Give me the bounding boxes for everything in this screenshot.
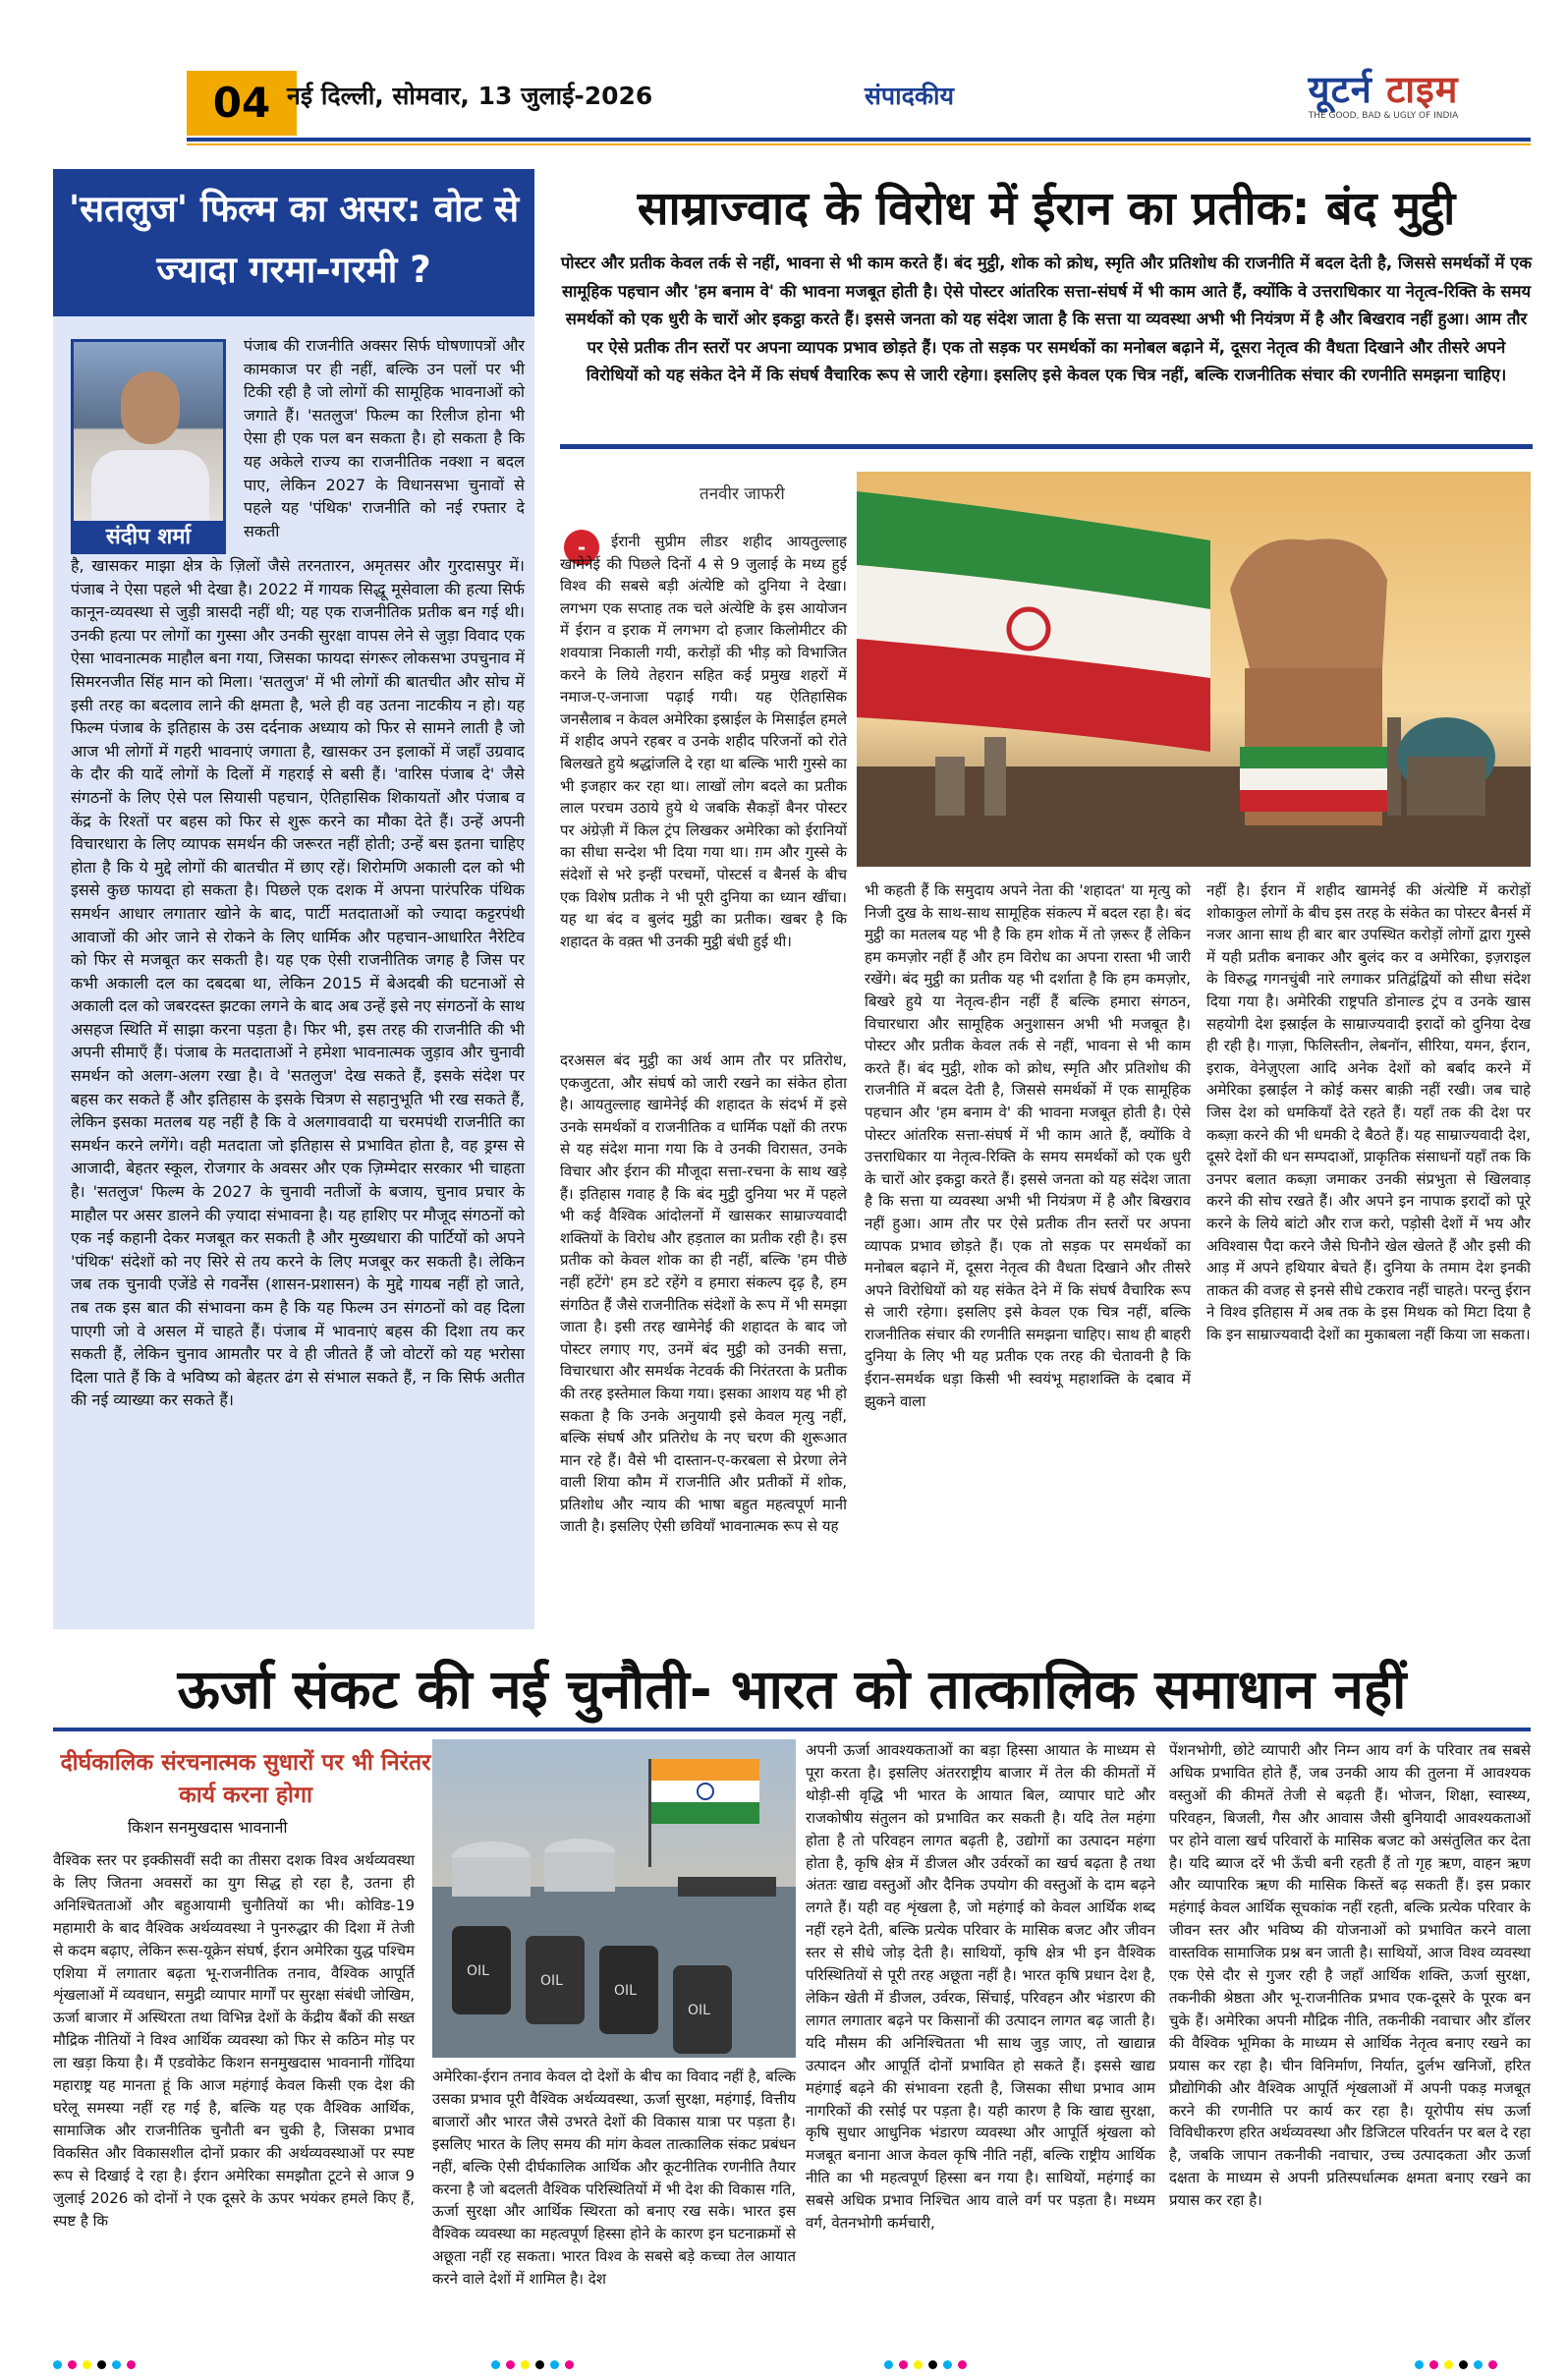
registration-dots-left xyxy=(53,2360,136,2370)
dateline: नई दिल्ली, सोमवार, 13 जुलाई-2026 xyxy=(287,82,653,110)
lead-rule xyxy=(560,444,1533,449)
page-number: 04 xyxy=(187,71,297,136)
header-rule xyxy=(187,138,1531,142)
energy-col1: वैश्विक स्तर पर इक्कीसवीं सदी का तीसरा दशक विश्व अर्थव्यवस्था के लिए जितना अवसरों का युग सिद्ध हो रहा है, उतना ही अनिश्चितताओं और बहुआयामी चुनौतियों का भी। कोविड-19 महामारी के बाद वैश्विक अर्थव्यवस्था ने पुनरुद्धार की दिशा में तेजी से कदम बढ़ाए, लेकिन रूस-यूक्रेन संघर्ष, ईरान अमेरिका युद्ध पश्चिम एशिया में लगातार बढ़ता भू-राजनीतिक तनाव, वैश्विक आपूर्ति शृंखलाओं में व्यवधान, समुद्री व्यापार मार्गों पर सुरक्षा संबंधी जोखिम, ऊर्जा बाजार में अस्थिरता तथा विभिन्न देशों के केंद्रीय बैंकों की सख्त मौद्रिक नीतियों ने विश्व आर्थिक व्यवस्था को फिर से कठिन मोड़ पर ला खड़ा किया है। मैं एडवोकेट किशन सनमुखदास भावनानी गोंदिया महाराष्ट्र यह मानता हूं कि आज महंगाई केवल किसी एक देश की घरेलू समस्या नहीं रह गई है, बल्कि यह एक वैश्विक आर्थिक, सामाजिक और राजनीतिक चुनौती बन चुकी है, जिसका प्रभाव विकसित और विकासशील दोनों प्रकार की अर्थव्यवस्थाओं पर स्पष्ट रूप से दिखाई दे रहा है। ईरान अमेरिका समझौता टूटने से आज 9 जुलाई 2026 को दोनों ने एक दूसरे के ऊपर भयंकर हमले किए हैं, स्पष्ट है कि xyxy=(53,1851,415,2230)
svg-text:OIL: OIL xyxy=(688,2003,710,2018)
logo-text-b: टाइम xyxy=(1371,68,1459,111)
energy-rule xyxy=(53,1728,1531,1731)
main-article-headline: साम्राज्वाद के विरोध में ईरान का प्रतीक: बंद मुट्ठी xyxy=(637,182,1456,236)
author-name: संदीप शर्मा xyxy=(71,521,226,554)
oil-barrels-image xyxy=(432,1739,796,2058)
energy-col2: अमेरिका-ईरान तनाव केवल दो देशों के बीच का विवाद नहीं है, बल्कि उसका प्रभाव पूरी वैश्विक अर्थव्यवस्था, ऊर्जा सुरक्षा, महंगाई, वित्तीय बाजारों और भारत जैसे उभरते देशों की विकास यात्रा पर पड़ता है। इसलिए भारत के लिए समय की मांग केवल तात्कालिक संकट प्रबंधन नहीं, बल्कि ऐसी दीर्घकालिक आर्थिक और कूटनीतिक रणनीति तैयार करना है जो बदलती वैश्विक परिस्थितियों में भी देश की विकास गति, ऊर्जा सुरक्षा और आर्थिक स्थिरता को बनाए रख सके। भारत इस वैश्विक व्यवस्था का महत्वपूर्ण हिस्सा होने के कारण इन घटनाक्रमों से अछूता नहीं रह सकता। भारत विश्व के सबसे बड़े कच्चा तेल आयात करने वाले देशों में शामिल है। देश xyxy=(432,2068,796,2289)
main-col1-bottom: दरअसल बंद मुट्ठी का अर्थ आम तौर पर प्रतिरोध, एकजुटता, और संघर्ष को जारी रखने का संकेत होता है। आयतुल्लाह खामेनेई की शहादत के संदर्भ में इसे उनके समर्थकों व राजनीतिक व धार्मिक पक्षों की तरफ से यह संदेश माना गया कि वे उनकी विरासत, उनके विचार और ईरान की मौजूदा सत्ता-रचना के साथ खड़े हैं। इतिहास गवाह है कि बंद मुट्ठी दुनिया भर में पहले भी कई वैश्विक आंदोलनों में खासकर साम्राज्यवादी शक्तियों के विरोध और हड़ताल का प्रतीक रही है। इस प्रतीक को केवल शोक का ही नहीं, बल्कि 'हम पीछे नहीं हटेंगे' हम डटे रहेंगे व हमारा संकल्प दृढ़ है, हम संगठित हैं जैसे राजनीतिक संदेशों के रूप में भी समझा जाता है। इसी तरह खामेनेई की शहादत के बाद जो पोस्टर लगाए गए, उनमें बंद मुट्ठी को उनकी सत्ता, विचारधारा और समर्थक नेटवर्क की निरंतरता के प्रतीक की तरह इस्तेमाल किया गया। इसका आशय यह भी हो सकता है कि उनके अनुयायी इसे केवल मृत्यु नहीं, बल्कि संघर्ष और प्रतिरोध के नए चरण की शुरूआत मान रहे हैं। वैसे भी दास्तान-ए-करबला से प्रेरणा लेने वाली शिया कौम में राजनीति और प्रतीकों में शोक, प्रतिशोध और न्याय की भाषा बहुत महत्वपूर्ण मानी जाती है। इसलिए ऐसी छवियाँ भावनात्मक रूप से यह xyxy=(560,1051,847,1536)
energy-article-headline: ऊर्जा संकट की नई चुनौती- भारत को तात्कालिक समाधान नहीं xyxy=(177,1658,1407,1721)
main-col1-top: ईरानी सुप्रीम लीडर शहीद आयतुल्लाह खामेनेई की पिछले दिनों 4 से 9 जुलाई के मध्य हुई विश्व की सबसे बड़ी अंत्येष्टि को दुनिया ने देखा। लगभग एक सप्ताह तक चले अंत्येष्टि के इस आयोजन में ईरान व इराक में लगभग दो हजार किलोमीटर की शवयात्रा निकाली गयी, करोड़ों की भीड़ को विभाजित करने के लिये तेहरान सहित कई प्रमुख शहरों में नमाज-ए-जनाजा पढ़ाई गयी। यह ऐतिहासिक जनसैलाब न केवल अमेरिका इस्राईल के मिसाईल हमले में शहीद अपने रहबर व उनके शहीद परिजनों को रोते बिलखते हुये श्रद्धांजलि दे रहा था बल्कि भारी गुस्से का भी इजहार कर रहा था। लाखों लोग बदले का प्रतीक लाल परचम उठाये हुये थे जबकि सैकड़ों बैनर पोस्टर पर अंग्रेज़ी में किल ट्रंप लिखकर अमेरिका को ईरानियों का सीधा सन्देश भी दिया गया था। ग़म और गुस्से के संदेशों से भरे इन्हीं परचमों, पोस्टर्स व बैनर्स के बीच एक विशेष प्रतीक ने भी पूरी दुनिया का ध्यान खींचा। यह था बंद व बुलंद मुट्ठी का प्रतीक। खबर है कि शहादत के वक़्त भी उनकी मुट्ठी बंधी हुई थी। xyxy=(560,533,847,950)
masthead-logo xyxy=(1236,69,1531,126)
energy-subhead: दीर्घकालिक संरचनात्मक सुधारों पर भी निरंतर कार्य करना होगा xyxy=(60,1750,431,1808)
logo-text-a: यूटर्न xyxy=(1308,68,1372,111)
author-photo xyxy=(71,339,226,536)
left-article-headline: 'सतलुज' फिल्म का असर: वोट से ज्यादा गरमा-गरमी ? xyxy=(53,169,534,316)
energy-col3: अपनी ऊर्जा आवश्यकताओं का बड़ा हिस्सा आयात के माध्यम से पूरा करता है। इसलिए अंतरराष्ट्रीय बाजार में तेल की कीमतों में थोड़ी-सी वृद्धि भी भारत के आयात बिल, व्यापार घाटे और राजकोषीय संतुलन को प्रभावित कर सकती है। यदि तेल महंगा होता है तो परिवहन लागत बढ़ती है, उद्योगों का उत्पादन महंगा होता है, कृषि क्षेत्र में डीजल और उर्वरकों का खर्च बढ़ता है तथा अंततः खाद्य वस्तुओं और दैनिक उपयोग की वस्तुओं के दाम बढ़ने लगते हैं। यही वह शृंखला है, जो महंगाई को केवल आर्थिक शब्द नहीं रहने देती, बल्कि प्रत्येक परिवार के मासिक बजट और जीवन स्तर से सीधे जोड़ देती है। साथियों, कृषि क्षेत्र भी इन वैश्विक परिस्थितियों से पूरी तरह अछूता नहीं है। भारत कृषि प्रधान देश है, लेकिन खेती में डीजल, उर्वरक, सिंचाई, परिवहन और भंडारण की लागत लगातार बढ़ने पर किसानों की उत्पादन लागत बढ़ जाती है। यदि मौसम की अनिश्चितता भी साथ जुड़ जाए, तो खाद्यान्न उत्पादन और आपूर्ति दोनों प्रभावित हो सकते हैं। इससे खाद्य महंगाई बढ़ने की संभावना रहती है, जिसका सीधा प्रभाव आम नागरिकों की रसोई पर पड़ता है। यही कारण है कि खाद्य सुरक्षा, कृषि सुधार आधुनिक भंडारण व्यवस्था और आपूर्ति श्रृंखला को मजबूत बनाना आज केवल कृषि नीति नहीं, बल्कि राष्ट्रीय आर्थिक नीति का भी महत्वपूर्ण हिस्सा बन गया है। साथियों, महंगाई का सबसे अधिक प्रभाव निश्चित आय वाले वर्ग पर पड़ता है। मध्यम वर्ग, वेतनभोगी कर्मचारी, xyxy=(806,1741,1155,2233)
main-col3: नहीं है। ईरान में शहीद खामनेई की अंत्येष्टि में करोड़ों शोकाकुल लोगों के बीच इस तरह के संकेत का पोस्टर बैनर्स में नजर आना साथ ही बार बार उपस्थित करोड़ों लोगों द्वारा गुस्से में यही प्रतीक बनाकर और बुलंद कर व अमेरिका, इज़राइल के विरुद्ध गगनचुंबी नारे लगाकर प्रतिद्वंद्वियों को सीधा संदेश दिया गया है। अमेरिकी राष्ट्रपति डोनाल्ड ट्रंप व उनके खास सहयोगी देश इस्राईल के साम्राज्यवादी इरादों को दुनिया देख ही रही है। गाज़ा, फिलिस्तीन, लेबनॉन, सीरिया, यमन, ईरान, इराक, वेनेज़ुएला आदि अनेक देशों को बर्बाद करने में अमेरिका इस्राईल ने कोई कसर बाक़ी नहीं रखी। जब चाहे जिस देश को धमकियाँ देते रहते हैं। यहाँ तक की देश पर कब्ज़ा करने की भी धमकी दे बैठते हैं। यह साम्राज्यवादी देश, दूसरे देशों की धन सम्पदाओं, प्राकृतिक संसाधनों यहाँ तक कि उनपर बलात कब्ज़ा जमाकर उनकी संप्रभुता से खिलवाड़ करने की सोच रखते हैं। और अपने इन नापाक इरादों को पूरे करने के लिये बांटो और राज करो, पड़ोसी देशों में भय और अविश्वास पैदा करने जैसे घिनौने खेल खेलते हैं और इसी की आड़ में अपने हथियार बेचते हैं। दुनिया के तमाम देश इनकी ताकत की वजह से इनसे सीधे टकराव नहीं चाहते। परन्तु ईरान ने विश्व इतिहास में अब तक के इस मिथक को मिटा दिया है कि इन साम्राज्यवादी देशों का मुकाबला नहीं किया जा सकता। xyxy=(1206,881,1531,1343)
header-rule-accent xyxy=(187,143,1531,145)
svg-text:OIL: OIL xyxy=(540,1973,563,1989)
energy-author: किशन सनमुखदास भावनानी xyxy=(128,1818,288,1837)
section-title: संपादकीय xyxy=(865,82,955,110)
left-article-intro: पंजाब की राजनीति अक्सर सिर्फ घोषणापत्रों और कामकाज पर ही नहीं, बल्कि उन पलों पर भी टिकी रही है जो लोगों की सामूहिक भावनाओं को जगाते हैं। 'सतलुज' फिल्म का रिलीज होना भी ऐसा ही एक पल बन सकता है। हो सकता है कि यह अकेले राज्य का राजनीतिक नक्शा न बदल पाए, लेकिन 2027 के विधानसभा चुनावों से पहले यह 'पंथिक' राजनीति को नई रफ्तार दे सकती xyxy=(244,336,525,540)
svg-text:OIL: OIL xyxy=(614,1983,637,1999)
registration-dots-center-right xyxy=(884,2360,967,2370)
logo-tagline: THE GOOD, BAD & UGLY OF INDIA xyxy=(1308,111,1459,121)
energy-col4: पेंशनभोगी, छोटे व्यापारी और निम्न आय वर्ग के परिवार तब सबसे अधिक प्रभावित होते हैं, जब उनकी आय की तुलना में आवश्यक वस्तुओं की कीमतें तेजी से बढ़ती हैं। भोजन, शिक्षा, स्वास्थ्य, परिवहन, बिजली, गैस और आवास जैसी बुनियादी आवश्यकताओं पर होने वाला खर्च परिवारों के मासिक बजट को असंतुलित कर देता है। यदि ब्याज दरें भी ऊँची बनी रहती हैं तो गृह ऋण, वाहन ऋण और व्यापारिक ऋण की मासिक किस्तें बढ़ सकती हैं। इस प्रकार महंगाई केवल आर्थिक सूचकांक नहीं रहती, बल्कि प्रत्येक परिवार के जीवन स्तर और भविष्य की योजनाओं को प्रभावित करने वाला वास्तविक सामाजिक प्रश्न बन जाती है। साथियों, आज विश्व व्यवस्था एक ऐसे दौर से गुजर रही है जहाँ आर्थिक शक्ति, ऊर्जा सुरक्षा, तकनीकी श्रेष्ठता और भू-राजनीतिक प्रभाव एक-दूसरे के पूरक बन चुके हैं। अमेरिका अपनी मौद्रिक नीति, तकनीकी नवाचार और डॉलर की वैश्विक भूमिका के माध्यम से आर्थिक नेतृत्व बनाए रखने का प्रयास कर रहा है। चीन विनिर्माण, निर्यात, दुर्लभ खनिजों, हरित प्रौद्योगिकी और वैश्विक आपूर्ति शृंखलाओं में अपनी पकड़ मजबूत करने की रणनीति पर कार्य कर रहा है। यूरोपीय संघ ऊर्जा विविधीकरण हरित अर्थव्यवस्था और डिजिटल परिवर्तन पर बल दे रहा है, जबकि जापान तकनीकी नवाचार, उच्च उत्पादकता और ऊर्जा दक्षता के माध्यम से अपनी प्रतिस्पर्धात्मक क्षमता बनाए रखने का प्रयास कर रहा है। xyxy=(1169,1741,1531,2210)
main-col2: भी कहती हैं कि समुदाय अपने नेता की 'शहादत' या मृत्यु को निजी दुख के साथ-साथ सामूहिक संकल्प में बदल रहा है। बंद मुट्ठी का मतलब यह भी है कि हम शोक में तो ज़रूर हैं लेकिन हम कमज़ोर नहीं हैं और हम विरोध का अपना रास्ता भी जारी रखेंगे। बंद मुट्ठी का प्रतीक यह भी दर्शाता है कि हम कमज़ोर, बिखरे हुये या नेतृत्व-हीन नहीं हैं बल्कि हमारा संगठन, विचारधारा और सामूहिक अनुशासन अभी भी मजबूत है। पोस्टर और प्रतीक केवल तर्क से नहीं, भावना से भी काम करते हैं। बंद मुट्ठी, शोक को क्रोध, स्मृति और प्रतिशोध की राजनीति में बदल देती है, जिससे समर्थकों में एक सामूहिक पहचान और 'हम बनाम वे' की भावना मजबूत होती है। ऐसे पोस्टर आंतरिक सत्ता-संघर्ष में भी काम आते हैं, क्योंकि वे उत्तराधिकार या नेतृत्व-रिक्ति के समय समर्थकों को एक धुरी के चारों ओर इकट्ठा करते हैं। इससे जनता को यह संदेश जाता है कि सत्ता या व्यवस्था अभी भी नियंत्रण में है और बिखराव नहीं हुआ। आम तौर पर ऐसे प्रतीक तीन स्तरों पर अपना व्यापक प्रभाव छोड़ते हैं। एक तो सड़क पर समर्थकों का मनोबल बढ़ाने में, दूसरा नेतृत्व की वैधता दिखाने और तीसरे अपने विरोधियों को यह संकेत देने में कि संघर्ष वैचारिक रूप से जारी रहेगा। इसलिए इसे केवल एक चित्र नहीं, बल्कि राजनीतिक संचार की रणनीति समझना चाहिए। साथ ही बाहरी दुनिया के लिए भी यह प्रतीक एक तरह की चेतावनी है कि ईरान-समर्थक धड़ा किसी भी स्वयंभू महाशक्ति के दबाव में झुकने वाला xyxy=(865,881,1191,1410)
left-article-body: है, खासकर माझा क्षेत्र के ज़िलों जैसे तरनतारन, अमृतसर और गुरदासपुर में। पंजाब ने ऐसा पहले भी देखा है। 2022 में गायक सिद्धू मूसेवाला की हत्या सिर्फ कानून-व्यवस्था से जुड़ी त्रासदी नहीं थी; यह एक राजनीतिक प्रतीक बन गई थी। उनकी हत्या पर लोगों का गुस्सा और उनकी सुरक्षा वापस लेने से जुड़ा विवाद एक ऐसा भावनात्मक माहौल बना गया, जिसका फायदा संगरूर लोकसभा उपचुनाव में सिमरनजीत सिंह मान को मिला। 'सतलुज' में भी लोगों की बातचीत और सोच में इसी तरह का बदलाव लाने की क्षमता है, भले ही वह उतना नाटकीय न हो। यह फिल्म पंजाब के इतिहास के उस दर्दनाक अध्याय को फिर से सामने लाती है जो आज भी लोगों में गहरी भावनाएं जगाता है, खासकर उन इलाकों में जहाँ उग्रवाद के दौर की यादें लोगों के दिलों में गहराई से बसी हैं। 'वारिस पंजाब दे' जैसे संगठनों के लिए ऐसे पल सियासी पहचान, ऐतिहासिक शिकायतों और पंजाब व केंद्र के रिश्तों पर बहस को फिर से शुरू करने का मौका देते हैं। उन्हें अपनी विचारधारा के लिए व्यापक समर्थन की जरूरत नहीं होती; उन्हें बस इतना चाहिए होता है कि ये मुद्दे लोगों की बातचीत में छाए रहें। शिरोमणि अकाली दल को भी इससे कुछ फायदा हो सकता है। पिछले एक दशक में अपना पारंपरिक पंथिक समर्थन आधार लगातार खोने के बाद, पार्टी मतदाताओं को ज्यादा कट्टरपंथी आवाजों की ओर जाने से रोकने के लिए धार्मिक और पहचान-आधारित नैरेटिव को फिर से मजबूत कर सकती है। यह एक ऐसी राजनीतिक जगह है जिस पर कभी अकाली दल का दबदबा था, लेकिन 2015 में बेअदबी की घटनाओं से अकाली दल को जबरदस्त झटका लगने के बाद अब उन्हें इसे नए संगठनों के साथ असहज स्थिति में साझा करना पड़ता है। फिर भी, इस तरह की राजनीति की भी अपनी सीमाएँ हैं। पंजाब के मतदाताओं ने हमेशा भावनात्मक जुड़ाव और चुनावी समर्थन को अलग-अलग रखा है। वे 'सतलुज' देख सकते हैं, इसके संदेश पर बहस कर सकते हैं और इतिहास के इसके चित्रण से सहानुभूति भी रख सकते हैं, लेकिन इसका मतलब यह नहीं है कि वे अलगाववादी या चरमपंथी राजनीति का समर्थन करने लगेंगे। वही मतदाता जो इतिहास से प्रभावित होता है, वह ड्रग्स से आजादी, बेहतर स्कूल, रोजगार के अवसर और एक ज़िम्मेदार सरकार भी चाहता है। 'सतलुज' फिल्म के 2027 के चुनावी नतीजों के बजाय, चुनाव प्रचार के माहौल पर असर डालने की ज़्यादा संभावना है। यह हाशिए पर मौजूद संगठनों को एक नई कहानी देकर मजबूत कर सकती है और मुख्यधारा की पार्टियों को अपने 'पंथिक' संदेशों को नए सिरे से तय करने के लिए मजबूर कर सकती है। लेकिन जब तक चुनावी एजेंडे से गवर्नेंस (शासन-प्रशासन) के मुद्दे गायब नहीं हो जाते, तब तक इस बात की संभावना कम है कि यह फिल्म उन संगठनों को वह दिला पाएगी जो वे असल में चाहते हैं। पंजाब में भावनाएं बहस की दिशा तय कर सकती हैं, लेकिन चुनाव आमतौर पर वे ही जीतते हैं जो वोटरों को यह भरोसा दिला पाते हैं कि वे भविष्य को बेहतर ढंग से संभाल सकते हैं, न कि सिर्फ अतीत की नई व्याख्या कर सकते हैं। xyxy=(71,556,525,1410)
author-marker: - xyxy=(564,530,599,565)
registration-dots-center-left xyxy=(491,2360,574,2370)
fist-flag-image xyxy=(857,472,1531,867)
main-article-author: तनवीर जाफरी xyxy=(700,484,785,504)
main-article-lead: पोस्टर और प्रतीक केवल तर्क से नहीं, भावना से भी काम करते हैं। बंद मुट्ठी, शोक को क्रोध, स्मृति और प्रतिशोध की राजनीति में बदल देती है, जिससे समर्थकों में एक सामूहिक पहचान और 'हम बनाम वे' की भावना मजबूत होती है। ऐसे पोस्टर आंतरिक सत्ता-संघर्ष में भी काम आते हैं, क्योंकि वे उत्तराधिकार या नेतृत्व-रिक्ति के समय समर्थकों को एक धुरी के चारों ओर इकट्ठा करते हैं। इससे जनता को यह संदेश जाता है कि सत्ता या व्यवस्था अभी भी नियंत्रण में है और बिखराव नहीं हुआ। आम तौर पर ऐसे प्रतीक तीन स्तरों पर अपना व्यापक प्रभाव छोड़ते हैं। एक तो सड़क पर समर्थकों का मनोबल बढ़ाने में, दूसरा नेतृत्व की वैधता दिखाने और तीसरे अपने विरोधियों को यह संकेत देने में कि संघर्ष वैचारिक रूप से जारी रहेगा। इसलिए इसे केवल एक चित्र नहीं, बल्कि राजनीतिक संचार की रणनीति समझना चाहिए। xyxy=(560,254,1533,384)
svg-text:OIL: OIL xyxy=(467,1963,489,1979)
registration-dots-right xyxy=(1415,2360,1497,2370)
